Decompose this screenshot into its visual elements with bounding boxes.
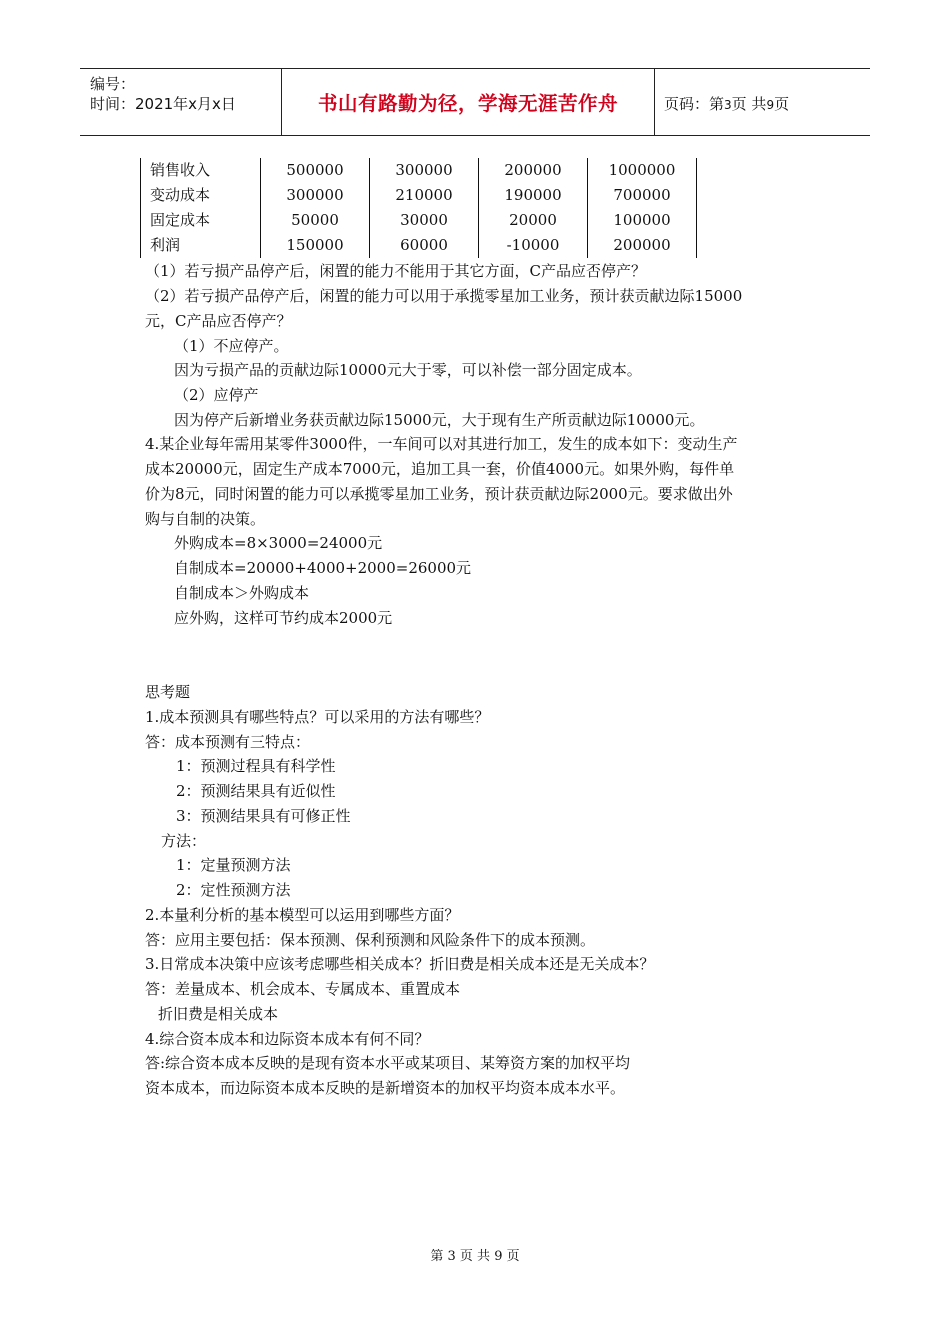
row-label: 固定成本 bbox=[141, 208, 261, 233]
table-row bbox=[141, 158, 697, 183]
table-cell: 1000000 bbox=[588, 158, 697, 183]
answer-line: 答：差量成本、机会成本、专属成本、重置成本 bbox=[145, 980, 461, 998]
table-row bbox=[141, 233, 697, 258]
page-total: 9 bbox=[766, 98, 775, 112]
row-label: 销售收入 bbox=[141, 158, 261, 183]
table-cell: 300000 bbox=[370, 158, 479, 183]
answer-line: （2）应停产 bbox=[174, 386, 259, 404]
question-line: 购与自制的决策。 bbox=[145, 510, 266, 528]
page-mid: 页 共 bbox=[731, 95, 767, 113]
table-cell: 190000 bbox=[479, 183, 588, 208]
table-cell: 200000 bbox=[479, 158, 588, 183]
table-cell: 700000 bbox=[588, 183, 697, 208]
cost-table bbox=[140, 158, 697, 258]
question-line: （1）若亏损产品停产后，闲置的能力不能用于其它方面，C产品应否停产？ bbox=[145, 262, 647, 280]
answer-line: 外购成本=8×3000=24000元 bbox=[174, 534, 383, 552]
answer-line: 折旧费是相关成本 bbox=[158, 1005, 279, 1023]
table-cell: 300000 bbox=[261, 183, 370, 208]
table-cell: -10000 bbox=[479, 233, 588, 258]
answer-line: 资本成本，而边际资本成本反映的是新增资本的加权平均资本成本水平。 bbox=[145, 1079, 626, 1097]
list-item: 2：预测结果具有近似性 bbox=[176, 782, 336, 800]
answer-line: 自制成本＞外购成本 bbox=[174, 584, 310, 602]
answer-line: 答：应用主要包括：保本预测、保利预测和风险条件下的成本预测。 bbox=[145, 931, 596, 949]
question-line: 1.成本预测具有哪些特点？可以采用的方法有哪些？ bbox=[145, 708, 490, 726]
answer-line: 因为亏损产品的贡献边际10000元大于零，可以补偿一部分固定成本。 bbox=[174, 361, 642, 379]
question-line: 4.某企业每年需用某零件3000件，一车间可以对其进行加工，发生的成本如下：变动生产 bbox=[145, 435, 738, 453]
table-cell: 20000 bbox=[479, 208, 588, 233]
table-row bbox=[141, 183, 697, 208]
header-bottom-rule bbox=[80, 135, 870, 136]
answer-line: 自制成本=20000+4000+2000=26000元 bbox=[174, 559, 472, 577]
row-label: 利润 bbox=[141, 233, 261, 258]
table-cell: 500000 bbox=[261, 158, 370, 183]
question-line: 价为8元，同时闲置的能力可以承揽零星加工业务，预计获贡献边际2000元。要求做出外 bbox=[145, 485, 733, 503]
table-cell: 30000 bbox=[370, 208, 479, 233]
question-line: 元，C产品应否停产？ bbox=[145, 312, 292, 330]
question-line: （2）若亏损产品停产后，闲置的能力可以用于承揽零星加工业务，预计获贡献边际15000 bbox=[145, 287, 743, 305]
section-title: 思考题 bbox=[145, 683, 191, 701]
table-cell: 150000 bbox=[261, 233, 370, 258]
answer-line: 因为停产后新增业务获贡献边际15000元，大于现有生产所贡献边际10000元。 bbox=[174, 411, 705, 429]
answer-line: （1）不应停产。 bbox=[174, 337, 289, 355]
list-item: 1：定量预测方法 bbox=[176, 856, 291, 874]
table-row bbox=[141, 208, 697, 233]
answer-line: 答：成本预测有三特点： bbox=[145, 733, 311, 751]
answer-line: 应外购，这样可节约成本2000元 bbox=[174, 609, 393, 627]
table-cell: 50000 bbox=[261, 208, 370, 233]
date-label: 时间：2021年x月x日 bbox=[90, 95, 236, 113]
row-label: 变动成本 bbox=[141, 183, 261, 208]
header-divider-right bbox=[654, 68, 655, 135]
question-line: 3.日常成本决策中应该考虑哪些相关成本？折旧费是相关成本还是无关成本？ bbox=[145, 955, 655, 973]
answer-line: 方法： bbox=[161, 832, 207, 850]
page-prefix: 页码：第 bbox=[664, 95, 725, 113]
list-item: 1：预测过程具有科学性 bbox=[176, 757, 336, 775]
page-footer: 第 3 页 共 9 页 bbox=[430, 1249, 520, 1264]
number-label: 编号： bbox=[90, 75, 136, 93]
page-number: 3 bbox=[724, 98, 732, 112]
table-cell: 200000 bbox=[588, 233, 697, 258]
table-cell: 60000 bbox=[370, 233, 479, 258]
header-page-info bbox=[664, 93, 789, 114]
question-line: 2.本量利分析的基本模型可以运用到哪些方面？ bbox=[145, 906, 460, 924]
question-line: 4.综合资本成本和边际资本成本有何不同？ bbox=[145, 1030, 430, 1048]
question-line: 成本20000元，固定生产成本7000元，追加工具一套，价值4000元。如果外购，每件单 bbox=[145, 460, 735, 478]
answer-line: 答:综合资本成本反映的是现有资本水平或某项目、某筹资方案的加权平均 bbox=[145, 1054, 631, 1072]
header-top-rule bbox=[80, 68, 870, 69]
table-cell: 210000 bbox=[370, 183, 479, 208]
header-motto: 书山有路勤为径，学海无涯苦作舟 bbox=[317, 92, 618, 115]
table-cell: 100000 bbox=[588, 208, 697, 233]
list-item: 3：预测结果具有可修正性 bbox=[176, 807, 351, 825]
page-suffix: 页 bbox=[774, 95, 790, 113]
header-left-block bbox=[90, 74, 236, 114]
list-item: 2：定性预测方法 bbox=[176, 881, 291, 899]
